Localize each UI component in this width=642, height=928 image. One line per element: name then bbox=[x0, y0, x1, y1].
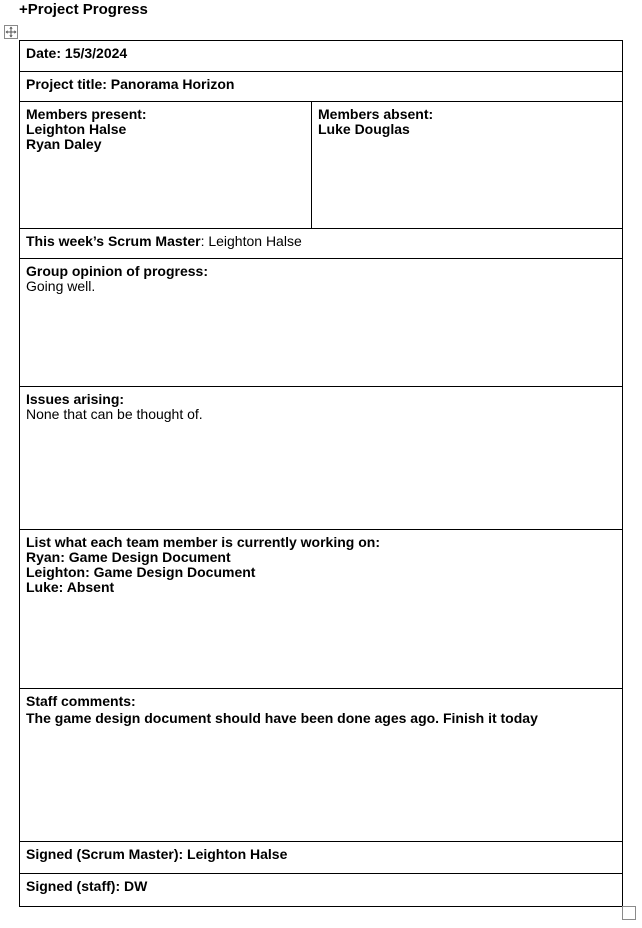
work-cell[interactable] bbox=[20, 530, 623, 689]
signed-staff-label: Signed (staff): bbox=[26, 878, 124, 894]
scrum-master-label: This week’s Scrum Master bbox=[26, 233, 201, 249]
members-absent-label: Members absent: bbox=[318, 106, 434, 122]
member-present-item: Ryan Daley bbox=[26, 136, 102, 152]
staff-comments-cell[interactable] bbox=[20, 689, 623, 842]
date-row bbox=[20, 41, 623, 72]
issues-row bbox=[20, 387, 623, 530]
work-label: List what each team member is currently working on: bbox=[26, 534, 380, 550]
group-opinion-value: Going well. bbox=[26, 278, 96, 294]
signed-scrum-cell[interactable] bbox=[20, 842, 623, 874]
project-title-label: Project title: bbox=[26, 76, 111, 92]
group-opinion-label: Group opinion of progress: bbox=[26, 263, 208, 279]
work-item: Luke: Absent bbox=[26, 579, 115, 595]
scrum-master-row bbox=[20, 229, 623, 259]
member-present-item: Leighton Halse bbox=[26, 121, 127, 137]
issues-cell[interactable] bbox=[20, 387, 623, 530]
member-absent-item: Luke Douglas bbox=[318, 121, 410, 137]
members-row bbox=[20, 102, 623, 229]
project-title-cell[interactable] bbox=[20, 72, 623, 102]
date-cell[interactable] bbox=[20, 41, 623, 72]
project-title-value: Panorama Horizon bbox=[110, 76, 235, 92]
staff-comments-row bbox=[20, 689, 623, 842]
date-value: 15/3/2024 bbox=[64, 45, 128, 61]
signed-scrum-row bbox=[20, 842, 623, 874]
group-opinion-cell[interactable] bbox=[20, 259, 623, 387]
staff-comments-label: Staff comments: bbox=[26, 693, 136, 709]
document-title: +Project Progress bbox=[19, 1, 148, 18]
date-label: Date: bbox=[26, 45, 65, 61]
group-opinion-row bbox=[20, 259, 623, 387]
table-resize-handle-icon[interactable] bbox=[622, 906, 636, 920]
table-move-handle-icon[interactable] bbox=[4, 25, 18, 39]
signed-scrum-label: Signed (Scrum Master): bbox=[26, 846, 188, 862]
signed-scrum-value: Leighton Halse bbox=[187, 846, 288, 862]
project-progress-form bbox=[19, 40, 623, 907]
work-item: Leighton: Game Design Document bbox=[26, 564, 256, 580]
issues-label: Issues arising: bbox=[26, 391, 125, 407]
signed-staff-value: DW bbox=[124, 878, 148, 894]
members-present-cell[interactable] bbox=[20, 102, 312, 229]
members-present-label: Members present: bbox=[26, 106, 147, 122]
issues-value: None that can be thought of. bbox=[26, 406, 203, 422]
scrum-master-cell[interactable] bbox=[20, 229, 623, 259]
scrum-master-value: : Leighton Halse bbox=[200, 233, 302, 249]
work-row bbox=[20, 530, 623, 689]
staff-comments-value: The game design document should have been done ages ago. Finish it today bbox=[26, 710, 538, 726]
members-absent-cell[interactable] bbox=[312, 102, 623, 229]
project-title-row bbox=[20, 72, 623, 102]
signed-staff-row bbox=[20, 874, 623, 907]
signed-staff-cell[interactable] bbox=[20, 874, 623, 907]
work-item: Ryan: Game Design Document bbox=[26, 549, 231, 565]
